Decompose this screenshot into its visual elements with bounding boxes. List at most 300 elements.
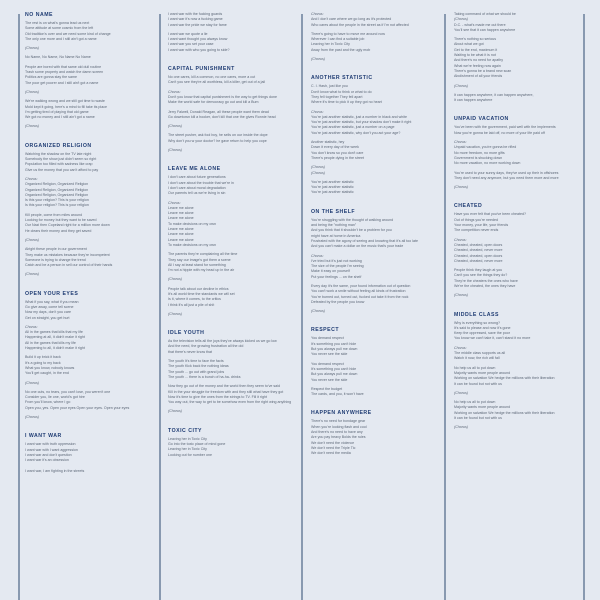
lyric-line: To make decisions on my own [168, 221, 216, 226]
lyric-line: Frustrated with the agony of seeing and knowing that it's all too late [311, 238, 418, 243]
lyric-line: Leaving her in Toxic City [168, 447, 207, 452]
lyric-line: Cheated, cheated, never more [454, 258, 503, 263]
lyric-line: Abolishment of all your friends [454, 74, 503, 79]
verse [168, 12, 296, 28]
lyric-line: (Chorus) [25, 237, 39, 242]
lyric-line: Leave me alone [168, 227, 194, 232]
lyric-line: About what we got [454, 42, 484, 47]
lyric-line: And there's no need to have any [311, 430, 363, 435]
verse [454, 140, 582, 166]
lyric-line: Majority wants more people around [454, 370, 511, 375]
lyric-line: Away from the past and the ugly mob [311, 47, 371, 52]
song-gap [168, 57, 296, 66]
verse [311, 284, 439, 305]
song-block [168, 428, 296, 471]
song-title: LEAVE ME ALONE [168, 166, 221, 173]
lyric-line: I want war with truth oppression [25, 442, 76, 447]
lyric-line: Leave me alone [168, 211, 194, 216]
lyric-line: Wherever I can find a suitable job [311, 37, 365, 42]
song-gap [311, 200, 439, 209]
lyric-line: (Chorus) [454, 83, 468, 88]
verse [25, 46, 153, 51]
lyric-line: People are bored with that same old dull routine [25, 64, 102, 69]
lyric-line: Open you, yes. Open your eyes Open your eyes. Open your eyes [25, 405, 130, 410]
lyric-line: I want war the pride we stay for fame [168, 22, 227, 27]
lyric-line: You'll get caught, in the end [25, 371, 69, 376]
verse [311, 218, 439, 250]
lyric-line: Don't you know that capital punishment is the way to get things done [168, 94, 277, 99]
song-block [454, 203, 582, 311]
column-rule [444, 14, 446, 600]
verse [168, 90, 296, 106]
song-gap [454, 194, 582, 203]
lyric-line: Make it easy on yourself [311, 269, 350, 274]
song-block [168, 166, 296, 330]
lyric-line: I want war with I want aggression [25, 447, 78, 452]
lyric-line: You never see the side [311, 352, 348, 357]
lyric-line: You can't work a smile without feeling all kinds of frustration [311, 289, 406, 294]
lyric-line: (Chorus) [168, 409, 182, 414]
lyric-line: You're just another statistic, just a number in black and white [311, 114, 408, 119]
lyric-line: Leave me alone [168, 237, 194, 242]
lyric-line: It's said to please and now it's gone [454, 325, 511, 330]
verse [25, 325, 153, 351]
lyric-line: (Chorus) [168, 277, 182, 282]
lyric-line: I want war it's an obsession [25, 458, 69, 463]
lyric-line: Unpaid vacation, you're gonna be rifled [454, 145, 517, 150]
lyric-line: There's people dying in the street [311, 155, 365, 160]
lyric-line: Who cares about the people in the street as if I'm not affected [311, 22, 409, 27]
song-title: ON THE SHELF [311, 208, 356, 215]
lyric-line: Leave me alone [168, 232, 194, 237]
lyric-line: Have you ever felt that you've been cheated? [454, 212, 527, 217]
lyric-line: You're just another statistic [311, 190, 354, 195]
lyric-line: Chorus: [311, 253, 324, 258]
lyric-line: I want war it's now a fucking game [168, 17, 223, 22]
lyric-line: What if you say, what if you mean [25, 299, 79, 304]
lyric-line: It's something you can't hide [311, 341, 357, 346]
lyric-line: Another statistic, hey [311, 140, 345, 145]
lyric-line: Leaving her in Toxic City [168, 436, 207, 441]
lyric-line: You way out, the way to get to be somehow even from the right wing anything [168, 400, 292, 405]
song-block [311, 410, 439, 469]
verse [25, 99, 153, 120]
lyric-line: No more vacation, no more working down [454, 161, 521, 166]
lyric-line: Kill people, come from miles around [25, 212, 83, 217]
verse [168, 339, 296, 355]
lyric-line: Cheated, cheated, open doors [454, 242, 503, 247]
verse [311, 336, 439, 357]
lyric-line: Put your feelings ... on the shelf [311, 274, 362, 279]
lyric-line: that there's never know that [168, 349, 213, 354]
verse [311, 32, 439, 53]
verse [25, 442, 153, 474]
lyric-line: (Chorus) [168, 311, 182, 316]
lyric-line: Alright these people in our government [25, 247, 87, 252]
lyric-line: And you can't make a dollar on the music that's your trade [311, 244, 404, 249]
lyric-line: Working on salvation We hedge the millions with their liberation [454, 410, 555, 415]
lyric-line: Now it's time to give the ones from the strings to TV. Fill it right [168, 394, 267, 399]
song-title: ANOTHER STATISTIC [311, 75, 373, 82]
song-gap [25, 282, 153, 291]
lyric-line: I want war we quote a lie [168, 31, 208, 36]
lyrics-column-2 [168, 12, 296, 471]
lyric-line: To make decisions on my own [168, 242, 216, 247]
column-rule [18, 14, 20, 600]
song-block [454, 312, 582, 444]
lyric-line: Politics are gonna stay the same [25, 75, 77, 80]
lyric-line: They fell together They fell apart [311, 94, 363, 99]
song-title: IDLE YOUTH [168, 330, 205, 337]
verse [311, 387, 439, 398]
verse [168, 175, 296, 196]
song-gap [25, 134, 153, 143]
lyric-line: Leave me alone [168, 216, 194, 221]
lyric-line: Your money, your life, your friends [454, 223, 509, 228]
song-title: RESPECT [311, 327, 340, 334]
lyric-line: They make us mistakes because they're incompetent [25, 252, 110, 257]
lyric-line: They say our image's got them a scene [168, 257, 231, 262]
lyric-line: The youth ... go out with grand jobs [168, 369, 225, 374]
lyric-line: Why don't you w your doctor? he gave return to help you cope [168, 138, 267, 143]
lyric-line: Make the world safe for democracy go out and kill a Bum [168, 100, 259, 105]
verse [454, 37, 582, 79]
lyric-line: Get to the end, maximum it [454, 47, 498, 52]
verse [168, 277, 296, 282]
lyric-line: We're walking wrong and we still got time to waste [25, 99, 105, 104]
lyric-line: (Chorus) [311, 170, 325, 175]
verse [25, 238, 153, 243]
lyric-line: We got no money and I still ain't got a name [25, 115, 95, 120]
verse [25, 177, 153, 209]
lyric-line: (Chorus) [454, 293, 468, 298]
lyric-line: And I don't care where we go long as it's protected [311, 17, 392, 22]
lyric-line: (Chorus) [454, 17, 468, 22]
lyric-line: You're just another statistic, but your shadow don't make it right [311, 120, 412, 125]
verse [168, 287, 296, 308]
verse [311, 110, 439, 136]
lyric-line: You're just another statistic, just a number on a page [311, 125, 395, 130]
verse [454, 425, 582, 430]
lyric-line: Build it up brick it back [25, 355, 61, 360]
lyric-line: When you're looking flash and cool [311, 424, 367, 429]
lyrics-column-4 [454, 12, 582, 444]
lyric-line: There's no need for bondage gear [311, 419, 366, 424]
lyric-line: I think it's all just a pile of shit [168, 302, 215, 307]
lyric-line: It can happen anywhere, it can happen anywhere, [454, 92, 534, 97]
lyric-line: Go give away, come tell scene [25, 304, 74, 309]
lyric-line: Out of things you're needed [454, 217, 499, 222]
lyric-line: The street pusher, ask fool boy, he sells on our inside the dope [168, 133, 268, 138]
lyric-line: Chorus: [168, 200, 181, 205]
lyric-line: Kill in the your struggle for freedom with and they still what have they got [168, 389, 284, 394]
lyric-line: Go downtown kill a hooker, don't kill that one the gives Ronnie head [168, 114, 276, 119]
lyric-line: I want war and don't question [25, 452, 72, 457]
lyric-line: (Chorus) [25, 124, 39, 129]
lyric-line: Some attitude at some cosmic from the left [25, 26, 94, 31]
verse [168, 312, 296, 317]
song-block [25, 12, 153, 143]
lyric-line: You're just another statistic, why don't you act your age? [311, 130, 401, 135]
verse [311, 254, 439, 280]
song-block [168, 12, 296, 66]
lyric-line: You know we can't take it, can't stand it no more [454, 336, 531, 341]
lyric-line: Our Nazi then Copeland right for a million more down [25, 223, 110, 228]
song-gap [311, 66, 439, 75]
lyric-line: Leave me alone [168, 205, 194, 210]
verse [311, 419, 439, 456]
lyric-line: The youth It's time to face the facts [168, 359, 224, 364]
lyric-line: The youth ... there is a bunch of ha-ha- drinks [168, 374, 241, 379]
lyric-line: Keep the oppressed, save the poor [454, 331, 510, 336]
verse [311, 180, 439, 196]
lyric-line: might have at home in America [311, 233, 361, 238]
lyric-line: Watching the shadow on the TV late night [25, 151, 92, 156]
verse [168, 75, 296, 86]
lyric-line: (Chorus) [454, 390, 468, 395]
verse [311, 12, 439, 28]
lyric-line: It's something you can't hide [311, 366, 357, 371]
verse [25, 272, 153, 277]
lyric-line: Waiting to be what it is not [454, 53, 496, 58]
lyrics-column-3 [311, 12, 439, 470]
lyric-line: I've tried but it's just not working [311, 258, 362, 263]
verse [168, 409, 296, 414]
verse [25, 90, 153, 95]
lyric-line: The poor get poorer and I still ain't got a name [25, 80, 99, 85]
lyric-line: I'm getting tired of playing that old game [25, 109, 89, 114]
lyric-line: You're just another statistic [311, 185, 354, 190]
lyric-line: They're the cheaters the ones who have [454, 278, 518, 283]
lyric-line: Chorus: [454, 345, 467, 350]
song-gap [311, 461, 439, 470]
lyric-line: Are you pay heavy Bolds the rules [311, 435, 366, 440]
lyric-line: (Chorus) [168, 148, 182, 153]
lyric-line: Why is everything so wrong? [454, 320, 500, 325]
verse [168, 133, 296, 144]
verse [311, 362, 439, 383]
lyric-line: No Name, No Name, No Name No Name [25, 55, 91, 60]
song-block [311, 75, 439, 208]
lyric-line: Mold kept it going, here's a mind to fill take its place [25, 104, 107, 109]
song-title: HAPPEN ANYWHERE [311, 410, 372, 417]
lyric-line: Taking command of what we should be [454, 12, 516, 16]
lyric-line: I'm not a hippie with my head up in the air [168, 268, 235, 273]
verse [454, 391, 582, 396]
lyric-line: It can be found but not with us [454, 416, 502, 421]
lyric-line: You've been with the government, paid well with the implements [454, 125, 556, 130]
lyric-line: I want war with who you going to side? [168, 47, 230, 52]
song-gap [25, 424, 153, 433]
lyric-line: D.C. - what's made me out there [454, 22, 506, 27]
lyric-line: I want war with the fucking guards [168, 12, 223, 16]
lyric-line: (Chorus) [25, 272, 39, 277]
lyric-line: The middle class supports us all [454, 351, 506, 356]
lyric-line: And the need, the growing frustration all the old [168, 344, 244, 349]
lyric-line: Happening to all, it didn't make it right [25, 346, 85, 351]
lyric-line: (Chorus) [25, 89, 39, 94]
verse [25, 247, 153, 268]
lyrics-column-1 [25, 12, 153, 487]
verse [454, 84, 582, 89]
song-title: ORGANIZED RELIGION [25, 142, 92, 149]
verse [454, 268, 582, 289]
lyric-line: We're the cheated, the ones they have [454, 283, 516, 288]
lyric-line: You're used to your sunny days, they've used up their in offshores [454, 170, 559, 175]
verse [168, 124, 296, 129]
verse [311, 57, 439, 62]
lyric-line: Old tradition's over and we need some kind of change [25, 31, 111, 36]
verse [311, 140, 439, 161]
verse [25, 65, 153, 86]
lyric-line: Jerry Falwell, Donald Reagan, all these people want them dead [168, 109, 269, 114]
lyric-line: It can happen anywhere [454, 98, 493, 103]
lyric-line: (Chorus) [454, 425, 468, 430]
lyric-line: What we're feeling now again [454, 63, 501, 68]
lyric-line: Chorus: [311, 12, 324, 16]
lyric-line: Our parents tell us we're living in sin [168, 191, 226, 196]
lyric-line: You never see the side [311, 377, 348, 382]
lyric-line: Cheated, cheated, open doors [454, 253, 503, 258]
verse [454, 93, 582, 104]
song-title: MIDDLE CLASS [454, 311, 499, 318]
lyric-line: (Chorus) [25, 380, 39, 385]
lyric-line: The size of the people I'm seeing [311, 264, 364, 269]
lyric-line: There's going to have to move me around now [311, 31, 386, 36]
lyric-line: Chorus: [168, 89, 181, 94]
lyric-line: All in the games that kills my life [25, 340, 76, 345]
lyric-line: But you always pull me down [311, 347, 358, 352]
song-title: TOXIC CITY [168, 427, 203, 434]
song-block [25, 291, 153, 434]
song-gap [454, 107, 582, 116]
lyric-line: (Chorus) [25, 415, 39, 420]
lyric-line: You demand respect [311, 361, 344, 366]
verse [454, 185, 582, 190]
song-title: I WANT WAR [25, 433, 62, 440]
lyric-line: We don't need the Triple Tic [311, 445, 356, 450]
lyric-line: It's all world time the standards we will set [168, 291, 235, 296]
lyric-line: The parents they're complaining all the time [168, 252, 238, 257]
song-block [25, 433, 153, 487]
song-gap [168, 419, 296, 428]
verse [168, 252, 296, 273]
song-block [311, 209, 439, 328]
verse [168, 201, 296, 249]
song-block [311, 327, 439, 410]
verse [25, 55, 153, 60]
lyric-line: The rest is on what's gonna lead us next [25, 21, 90, 25]
lyric-line: You'll see that it can happen anywhere [454, 27, 516, 32]
lyric-line: Can't you see the things they do? [454, 273, 508, 278]
song-block [311, 12, 439, 75]
song-gap [168, 321, 296, 330]
lyric-line: I want war, I am fighting in the streets [25, 468, 85, 473]
lyric-line: Where it's time to pick it up they got no heart [311, 100, 382, 105]
lyric-line: And you think that it shouldn't be a problem for you [311, 228, 392, 233]
lyric-line: There's nothing so serious [454, 37, 497, 42]
lyric-line: Respect the budget [311, 386, 343, 391]
verse [311, 84, 439, 105]
song-block [168, 66, 296, 166]
verse [25, 381, 153, 386]
verse [454, 400, 582, 421]
song-gap [168, 462, 296, 471]
lyric-line: Watch it now, the rich will fall [454, 356, 500, 361]
lyric-line: The competition never ends [454, 228, 499, 233]
verse [454, 171, 582, 182]
lyric-line: Someone is trying to change the trend [25, 257, 86, 262]
lyric-line: Trash some property and watch the damn screen [25, 70, 104, 75]
lyric-line: You're burned out, turned out, fucked out take it from the rock [311, 294, 409, 299]
song-gap [311, 318, 439, 327]
verse [25, 390, 153, 411]
lyric-line: Chorus: [454, 140, 467, 145]
lyric-line: We don't need the media [311, 451, 351, 456]
lyric-line: No more freedom, no more gifts [454, 150, 505, 155]
lyric-line: Consider you, lie one, world's got hire [25, 395, 85, 400]
lyric-line: Now you're gonna be laid off, no more of your life paid off [454, 130, 545, 135]
lyric-line: Organized Religion, Organized Religion [25, 192, 89, 197]
lyric-line: You're just another statistic [311, 179, 354, 184]
song-title: UNPAID VACATION [454, 116, 509, 123]
lyric-line: (Chorus) [454, 185, 468, 190]
song-title: NO NAME [25, 12, 53, 18]
lyric-line: I don't care about future generations [168, 175, 226, 180]
lyric-line: Is this your religion? This is your religion [25, 198, 89, 203]
lyric-line: Chorus: [311, 109, 324, 114]
song-title: OPEN YOUR EYES [25, 290, 79, 297]
lyric-line: Down it every day of the week [311, 145, 359, 150]
lyric-line: Can't you see they're all worthless, kill a killer, get out of a jail [168, 80, 266, 85]
song-gap [168, 157, 296, 166]
verse [25, 152, 153, 173]
verse [454, 212, 582, 233]
lyric-line: I want war you set your case [168, 42, 214, 47]
verse [168, 148, 296, 153]
lyric-line: Defeated by the people you know [311, 299, 365, 304]
column-rule [159, 14, 161, 600]
lyric-line: Chorus: [454, 237, 467, 242]
lyric-line: Government is shucking down [454, 155, 503, 160]
lyric-line: As the television tells all the joys they've always kicked us we go low [168, 339, 277, 344]
verse [168, 110, 296, 121]
lyric-line: All in the games that kills that my life [25, 330, 83, 335]
lyric-line: Is this your religion? This is your religion [25, 203, 89, 208]
lyric-line: Looking out for number one [168, 452, 212, 457]
lyric-line: The youth Kick back the nothing ideas [168, 364, 229, 369]
verse [454, 293, 582, 298]
song-title: CAPITAL PUNISHMENT [168, 66, 235, 73]
lyric-line: Somebody the show just didn't seem so right [25, 157, 97, 162]
lyric-line: Working on salvation We hedge the millions with their liberation [454, 376, 555, 381]
verse [25, 21, 153, 42]
lyric-line: He clears their money and they get saved [25, 228, 92, 233]
verse [454, 12, 582, 33]
lyric-line: People think they laugh at you [454, 268, 503, 273]
lyric-line: Every day it's the same, your found information out of question [311, 283, 411, 288]
verse [168, 32, 296, 53]
lyric-line: Get on straight, you get hurt [25, 315, 70, 320]
lyric-line: Go into the toxic place of mind gone [168, 442, 226, 447]
verse [454, 366, 582, 387]
lyric-line: Population too filled with sadness like crap [25, 162, 93, 167]
column-rule [301, 14, 303, 600]
lyric-line: Majority wants more people around [454, 405, 511, 410]
lyric-line: Now they go out of the money and the world then they seem to've said [168, 384, 280, 389]
lyric-line: Give us the money that you can't afford to pay [25, 167, 99, 172]
verse [25, 124, 153, 129]
